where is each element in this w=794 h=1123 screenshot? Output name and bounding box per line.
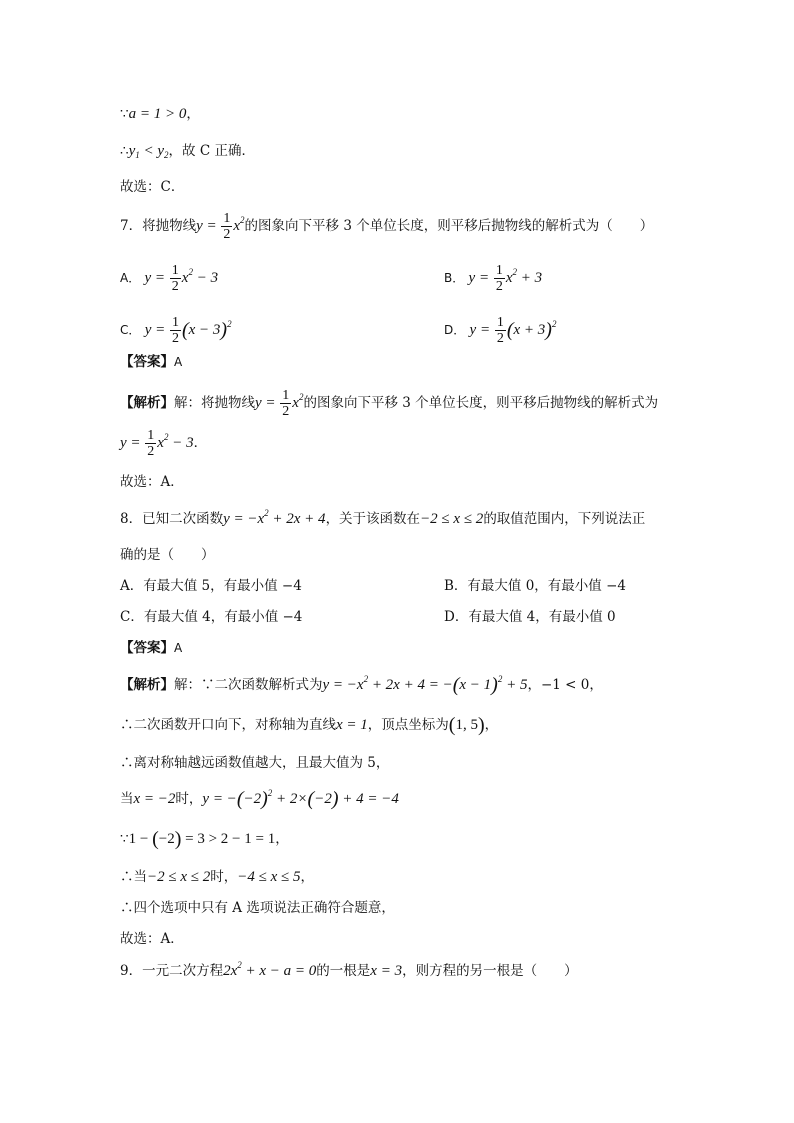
prev-choice: 故选：C． <box>120 179 185 195</box>
q8-step-6: ∴四个选项中只有 A 选项说法正确符合题意， <box>120 900 395 916</box>
q8-option-b: B．有最大值 0，有最小值 −4 <box>444 578 626 594</box>
q8-option-d: D．有最大值 4，有最小值 0 <box>444 609 616 625</box>
q7-option-d: D． y = $\frac{1}{2}$ $(x + 3)^2$ <box>444 315 557 346</box>
q8-step-3: 当x = −2时，$y = -(-2)^2 + 2\times(-2) + 4 = -4$ <box>120 788 399 810</box>
math-a-positive: a = 1 > 0 <box>128 106 187 122</box>
math-y1-lt-y2: $y_1 < y_2$ <box>128 143 169 160</box>
q8-step-5: ∴当−2 ≤ x ≤ 2时，−4 ≤ x ≤ 5， <box>120 869 314 885</box>
line-therefore-y1-lt-y2: $\therefore y_1 < y_2$，故 C 正确． <box>120 143 255 160</box>
q7-answer: 【答案】A <box>120 354 183 370</box>
line-because-a-positive: ∵a = 1 > 0， <box>120 106 200 122</box>
q8-option-a: A．有最大值 5，有最小值 −4 <box>120 578 302 594</box>
q7-analysis-result: y = $\frac{1}{2}$ $x^2 - 3$． <box>120 428 208 459</box>
question-8-stem: 8．已知二次函数$y = -x^2 + 2x + 4$，关于该函数在−2 ≤ x ≤ 2的取值范围内，下列说法正 <box>120 508 646 527</box>
q7-option-a: A． y = $\frac{1}{2}$ $x^2 - 3$ <box>120 263 219 294</box>
q8-analysis: 【解析】解：∵二次函数解析式为$y = -x^2 + 2x + 4 = -(x - 1)^2 + 5$，−1 < 0， <box>120 674 603 696</box>
q7-analysis: 【解析】解：将抛物线y = $\frac{1}{2}$ $x^2$的图象向下平移 3 个单位长度，则平移后抛物线的解析式为 <box>120 388 659 419</box>
q7-option-c: C． y = $\frac{1}{2}$ $(x - 3)^2$ <box>120 315 232 346</box>
q7-choice: 故选：A． <box>120 474 184 490</box>
question-7-stem: 7．将抛物线y = $\frac{1}{2}$ $x^2$的图象向下平移 3 个单位长度，则平移后抛物线的解析式为（ ） <box>120 211 654 242</box>
q8-step-2: ∴离对称轴越远函数值越大，且最大值为 5， <box>120 755 390 771</box>
q8-answer: 【答案】A <box>120 640 183 656</box>
question-9-stem: 9．一元二次方程$2x^2 + x - a = 0$的一根是x = 3，则方程的另一根是（ ） <box>120 960 578 979</box>
q8-choice: 故选：A． <box>120 931 184 947</box>
q8-step-1: ∴二次函数开口向下，对称轴为直线x = 1，顶点坐标为(1, 5)， <box>120 714 499 736</box>
question-8-stem-cont: 确的是（ ） <box>120 547 215 563</box>
q8-option-c: C．有最大值 4，有最小值 −4 <box>120 609 303 625</box>
q7-option-b: B． y = $\frac{1}{2}$ $x^2 + 3$ <box>444 263 543 294</box>
math-parabola: y = $\frac{1}{2}$ $x^2$ <box>196 211 245 242</box>
q8-step-4: ∵1 − (−2) = 3 > 2 − 1 = 1， <box>120 828 289 850</box>
